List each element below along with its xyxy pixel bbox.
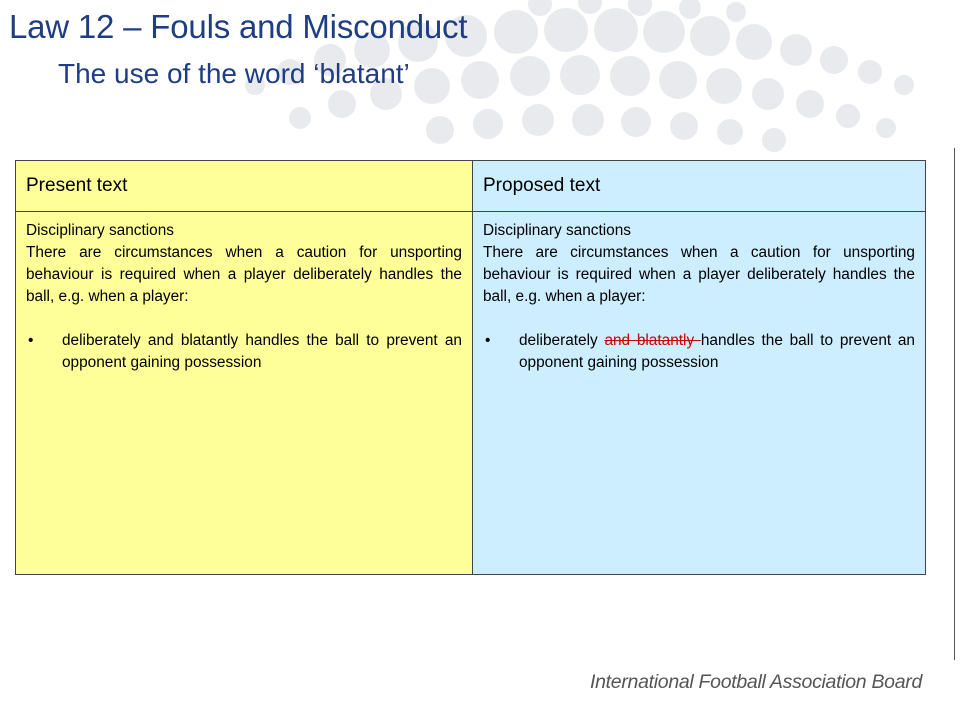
proposed-intro-paragraph: There are circumstances when a caution for unsporting behaviour is required when a player deliberately handles the ball, e.g. when a player:	[483, 244, 915, 305]
present-text-cell	[16, 212, 473, 575]
proposed-bullet-text	[519, 330, 915, 374]
struck-through-text: and blatantly	[604, 332, 701, 349]
proposed-bullet-item	[483, 330, 915, 374]
bullet-marker: •	[485, 332, 491, 349]
proposed-section-title: Disciplinary sanctions	[483, 222, 631, 239]
present-bullet-item	[26, 330, 462, 374]
present-intro-paragraph: There are circumstances when a caution for unsporting behaviour is required when a player deliberately handles the ball, e.g. when a player:	[26, 244, 462, 305]
page-subtitle: The use of the word ‘blatant’	[58, 58, 410, 89]
bullet-text-after: handles the ball to prevent an opponent gaining possession	[519, 332, 915, 371]
right-divider-line	[954, 148, 955, 660]
bullet-text-before: deliberately	[519, 332, 605, 349]
table-body-row	[16, 212, 926, 575]
table-header-row	[16, 161, 926, 212]
proposed-text-cell	[473, 212, 926, 575]
page-title: Law 12 – Fouls and Misconduct	[9, 8, 468, 45]
proposed-text-heading: Proposed text	[473, 161, 926, 212]
comparison-table	[15, 160, 926, 575]
bullet-marker: •	[28, 332, 34, 349]
present-text-heading: Present text	[16, 161, 473, 212]
present-bullet-text: deliberately and blatantly handles the ball to prevent an opponent gaining possession	[62, 332, 462, 371]
present-section-title: Disciplinary sanctions	[26, 222, 174, 239]
footer-org-name: International Football Association Board	[590, 671, 922, 693]
